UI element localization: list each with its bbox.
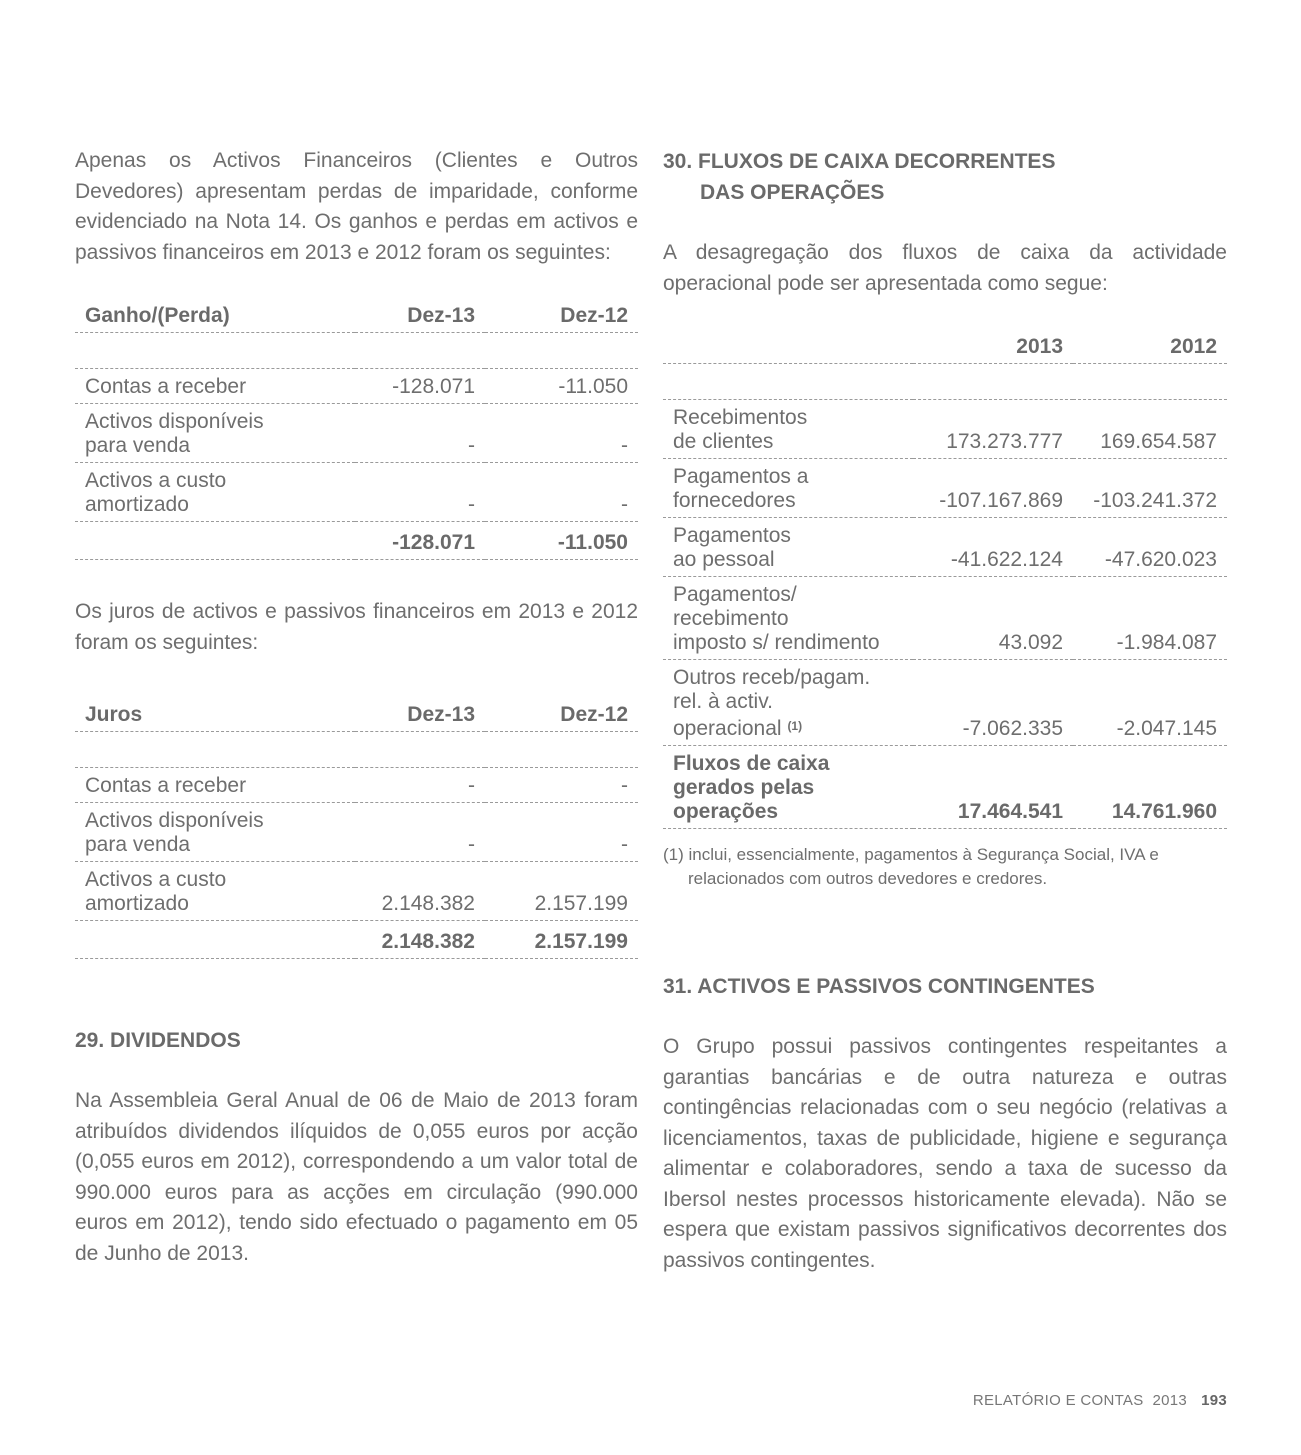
table-row xyxy=(663,577,1227,660)
value-2013: -7.062.335 xyxy=(913,660,1073,746)
table-row xyxy=(75,463,638,522)
table-row xyxy=(663,459,1227,518)
value-dez-13: - xyxy=(355,803,485,862)
cash-flows-intro: A desagregação dos fluxos de caixa da actividade operacional pode ser apresentada como segue: xyxy=(663,241,1227,295)
column-header: Dez-13 xyxy=(355,294,485,333)
value-2012: -2.047.145 xyxy=(1073,660,1227,746)
spacer-row xyxy=(75,732,638,768)
dividends-heading: 29. DIVIDENDOS xyxy=(75,1029,241,1052)
row-label: Outros receb/pagam. rel. à activ. operacional $^{(1)}$ xyxy=(663,660,913,746)
spacer-row xyxy=(663,364,1227,400)
value-2012: -47.620.023 xyxy=(1073,518,1227,577)
row-label: Pagamentos ao pessoal xyxy=(663,518,913,577)
footnote-marker: (1) xyxy=(787,719,803,733)
row-label: Recebimentos de clientes xyxy=(663,400,913,459)
total-2013: 17.464.541 xyxy=(913,746,1073,829)
value-2012: -103.241.372 xyxy=(1073,459,1227,518)
row-label: Activos a custo amortizado xyxy=(75,862,355,921)
value-2013: -41.622.124 xyxy=(913,518,1073,577)
table-header-row xyxy=(75,294,638,333)
column-header: Juros xyxy=(75,693,355,732)
table-row xyxy=(663,660,1227,746)
value-dez-13: - xyxy=(355,463,485,522)
row-label: Activos disponíveis para venda xyxy=(75,404,355,463)
gains-losses-table xyxy=(75,294,638,560)
interest-intro: Os juros de activos e passivos financeiros em 2013 e 2012 foram os seguintes: xyxy=(75,600,638,654)
table-row xyxy=(75,862,638,921)
row-label: Pagamentos a fornecedores xyxy=(663,459,913,518)
value-2012: 169.654.587 xyxy=(1073,400,1227,459)
table-header-row xyxy=(663,325,1227,364)
left-column xyxy=(75,146,638,1269)
cash-flows-table xyxy=(663,325,1227,829)
row-label: Pagamentos/ recebimento imposto s/ rendimento xyxy=(663,577,913,660)
row-label: Activos disponíveis para venda xyxy=(75,803,355,862)
spacer-row xyxy=(75,333,638,369)
column-header xyxy=(663,325,913,364)
value-dez-13: - xyxy=(355,404,485,463)
table-row xyxy=(75,404,638,463)
contingencies-text: O Grupo possui passivos contingentes respeitantes a garantias bancárias e de outra natureza e outras contingências relacionadas com o seu negócio (relativas a licenciamentos, taxas de publicidade, higiene e segurança alimentar e colaboradores, sendo a taxa de sucesso da Ibersol nestes processos historicamente elevada). Não se espera que existam passivos significativos decorrentes dos passivos contingentes. xyxy=(663,1035,1227,1272)
total-dez-13: -128.071 xyxy=(355,522,485,560)
table-row xyxy=(663,518,1227,577)
table-header-row xyxy=(75,693,638,732)
report-title: RELATÓRIO E CONTAS 2013 xyxy=(972,1392,1188,1409)
column-header: 2013 xyxy=(913,325,1073,364)
row-label: Contas a receber xyxy=(75,768,355,803)
contingencies-heading: 31. ACTIVOS E PASSIVOS CONTINGENTES xyxy=(663,975,1095,998)
total-dez-13: 2.148.382 xyxy=(355,921,485,959)
value-dez-12: - xyxy=(485,768,638,803)
dividends-text: Na Assembleia Geral Anual de 06 de Maio de 2013 foram atribuídos dividendos ilíquidos de 0,055 euros por acção (0,055 euros em 2012), correspondendo a um valor total de 990.000 euros para as acções em circulação (990.000 euros em 2012), tendo sido efectuado o pagamento em 05 de Junho de 2013. xyxy=(75,1089,638,1265)
table-row xyxy=(663,400,1227,459)
total-dez-12: -11.050 xyxy=(485,522,638,560)
column-header: 2012 xyxy=(1073,325,1227,364)
row-label: Contas a receber xyxy=(75,369,355,404)
page-footer xyxy=(973,1392,1227,1409)
right-column xyxy=(663,146,1227,1276)
value-dez-12: - xyxy=(485,803,638,862)
column-header: Dez-12 xyxy=(485,294,638,333)
row-label: Activos a custo amortizado xyxy=(75,463,355,522)
total-dez-12: 2.157.199 xyxy=(485,921,638,959)
column-header: Dez-12 xyxy=(485,693,638,732)
gains-losses-intro: Apenas os Activos Financeiros (Clientes e Outros Devedores) apresentam perdas de imparidade, conforme evidenciado na Nota 14. Os ganhos e perdas em activos e passivos financeiros em 2013 e 2012 foram os seguintes: xyxy=(75,149,638,264)
value-dez-12: - xyxy=(485,404,638,463)
footnote: (1) inclui, essencialmente, pagamentos à Segurança Social, IVA e relacionados com outros devedores e credores. xyxy=(663,845,1159,888)
table-total-row xyxy=(75,921,638,959)
column-header: Ganho/(Perda) xyxy=(75,294,355,333)
table-row xyxy=(75,369,638,404)
value-dez-12: 2.157.199 xyxy=(485,862,638,921)
row-label: Fluxos de caixa gerados pelas operações xyxy=(663,746,913,829)
column-header: Dez-13 xyxy=(355,693,485,732)
value-2013: 173.273.777 xyxy=(913,400,1073,459)
value-dez-13: 2.148.382 xyxy=(355,862,485,921)
interest-table xyxy=(75,693,638,959)
total-2012: 14.761.960 xyxy=(1073,746,1227,829)
table-total-row xyxy=(75,522,638,560)
value-dez-13: -128.071 xyxy=(355,369,485,404)
table-total-row xyxy=(663,746,1227,829)
value-dez-12: -11.050 xyxy=(485,369,638,404)
table-row xyxy=(75,803,638,862)
value-2013: -107.167.869 xyxy=(913,459,1073,518)
value-dez-12: - xyxy=(485,463,638,522)
value-2013: 43.092 xyxy=(913,577,1073,660)
page-number: 193 xyxy=(1201,1392,1227,1409)
value-dez-13: - xyxy=(355,768,485,803)
table-row xyxy=(75,768,638,803)
value-2012: -1.984.087 xyxy=(1073,577,1227,660)
cash-flows-heading: 30. FLUXOS DE CAIXA DECORRENTES DAS OPERAÇÕES xyxy=(663,150,1056,204)
